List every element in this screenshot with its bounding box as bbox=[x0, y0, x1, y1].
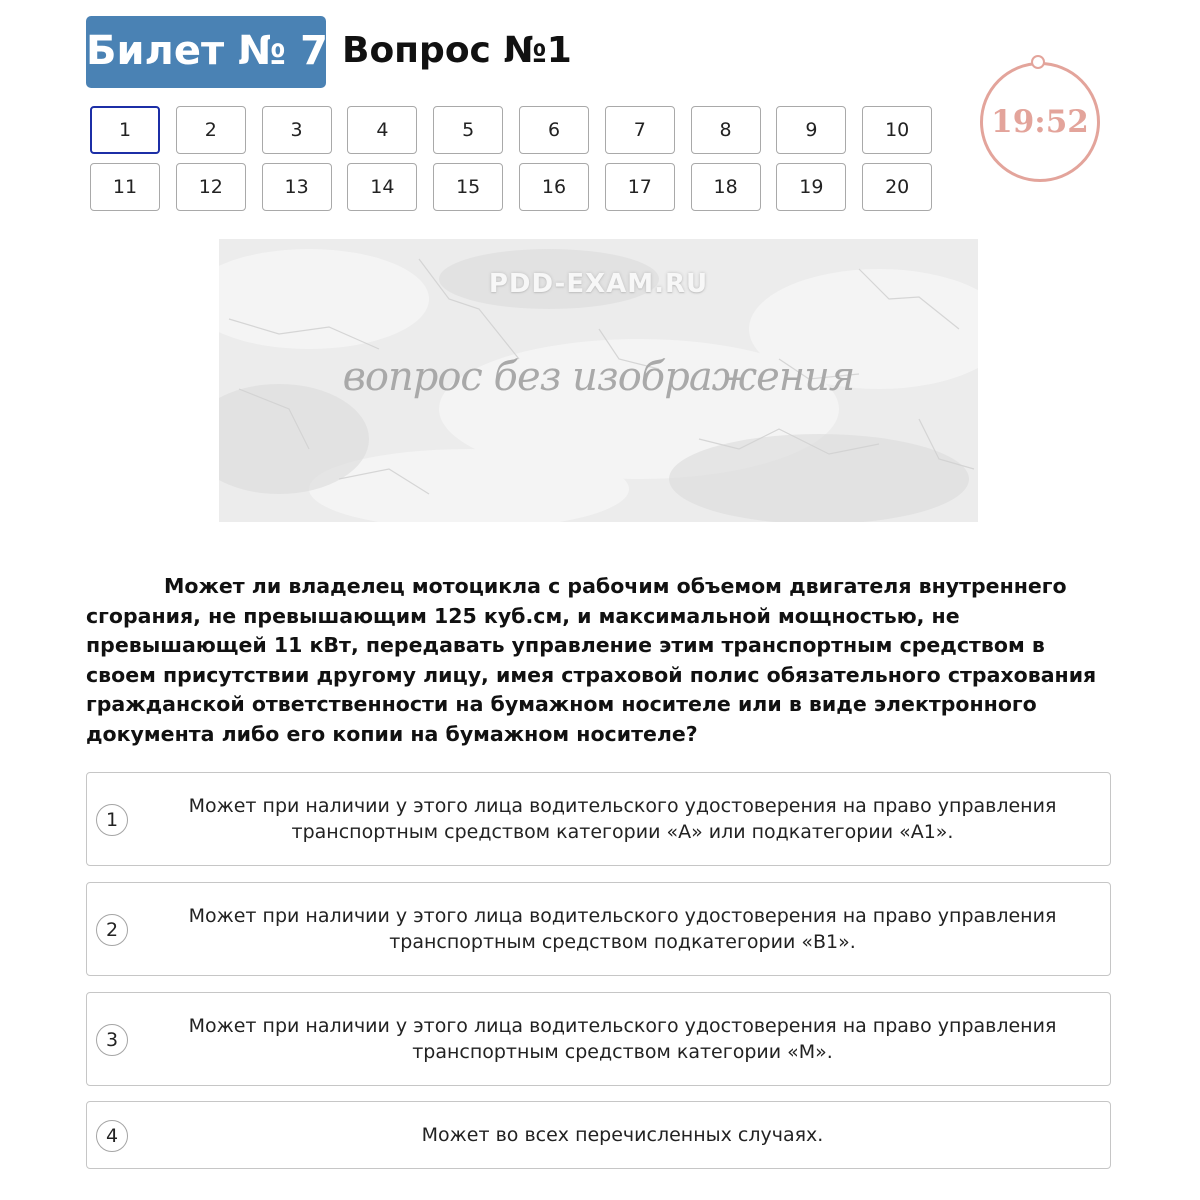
question-text: Может ли владелец мотоцикла с рабочим объемом двигателя внутреннего сгорания, не превышающим 125 куб.см, и максимальной мощностью, не превышающей 11 кВт, передавать управление этим транспортным средством в своем присутствии другому лицу, имея страховой полис обязательного страхования гражданской ответственности на бумажном носителе или в виде электронного документа либо его копии на бумажном носителе? bbox=[86, 574, 1097, 746]
question-nav-button[interactable]: 16 bbox=[519, 163, 589, 211]
question-nav-button[interactable]: 6 bbox=[519, 106, 589, 154]
question-nav-button[interactable]: 13 bbox=[262, 163, 332, 211]
question-nav-button[interactable]: 14 bbox=[347, 163, 417, 211]
question-image-placeholder bbox=[219, 239, 978, 522]
answer-text: Может при наличии у этого лица водительского удостоверения на право управления транспортным средством подкатегории «В1». bbox=[188, 905, 1057, 953]
question-nav-button[interactable]: 7 bbox=[605, 106, 675, 154]
question-nav-button[interactable]: 5 bbox=[433, 106, 503, 154]
answer-text: Может во всех перечисленных случаях. bbox=[421, 1124, 824, 1146]
question-nav-button[interactable]: 15 bbox=[433, 163, 503, 211]
question-nav-button[interactable]: 12 bbox=[176, 163, 246, 211]
answer-option[interactable] bbox=[86, 992, 1111, 1086]
question-title: Вопрос №1 bbox=[342, 30, 572, 71]
answer-option[interactable] bbox=[86, 772, 1111, 866]
image-watermark: PDD-EXAM.RU bbox=[488, 269, 709, 299]
question-nav-button[interactable]: 17 bbox=[605, 163, 675, 211]
question-nav-button[interactable]: 8 bbox=[691, 106, 761, 154]
question-nav-button[interactable]: 3 bbox=[262, 106, 332, 154]
answer-option[interactable] bbox=[86, 882, 1111, 976]
answer-number: 4 bbox=[96, 1120, 128, 1152]
question-nav-button[interactable]: 1 bbox=[90, 106, 160, 154]
timer-value: 19:52 bbox=[991, 104, 1089, 140]
question-nav-button[interactable]: 2 bbox=[176, 106, 246, 154]
question-nav-button[interactable]: 10 bbox=[862, 106, 932, 154]
question-nav-button[interactable]: 11 bbox=[90, 163, 160, 211]
ticket-badge: Билет № 7 bbox=[86, 16, 326, 88]
question-navigation bbox=[90, 106, 932, 211]
answer-number: 3 bbox=[96, 1024, 128, 1056]
answer-text: Может при наличии у этого лица водительского удостоверения на право управления транспортным средством категории «М». bbox=[188, 1015, 1057, 1063]
answer-text: Может при наличии у этого лица водительского удостоверения на право управления транспортным средством категории «А» или подкатегории «А1». bbox=[188, 795, 1057, 843]
image-caption: вопрос без изображения bbox=[342, 354, 855, 400]
question-nav-button[interactable]: 20 bbox=[862, 163, 932, 211]
question-nav-button[interactable]: 9 bbox=[776, 106, 846, 154]
answer-number: 1 bbox=[96, 804, 128, 836]
answer-option[interactable] bbox=[86, 1101, 1111, 1169]
question-nav-button[interactable]: 18 bbox=[691, 163, 761, 211]
question-nav-button[interactable]: 4 bbox=[347, 106, 417, 154]
answer-number: 2 bbox=[96, 914, 128, 946]
countdown-timer bbox=[980, 62, 1100, 182]
question-nav-button[interactable]: 19 bbox=[776, 163, 846, 211]
